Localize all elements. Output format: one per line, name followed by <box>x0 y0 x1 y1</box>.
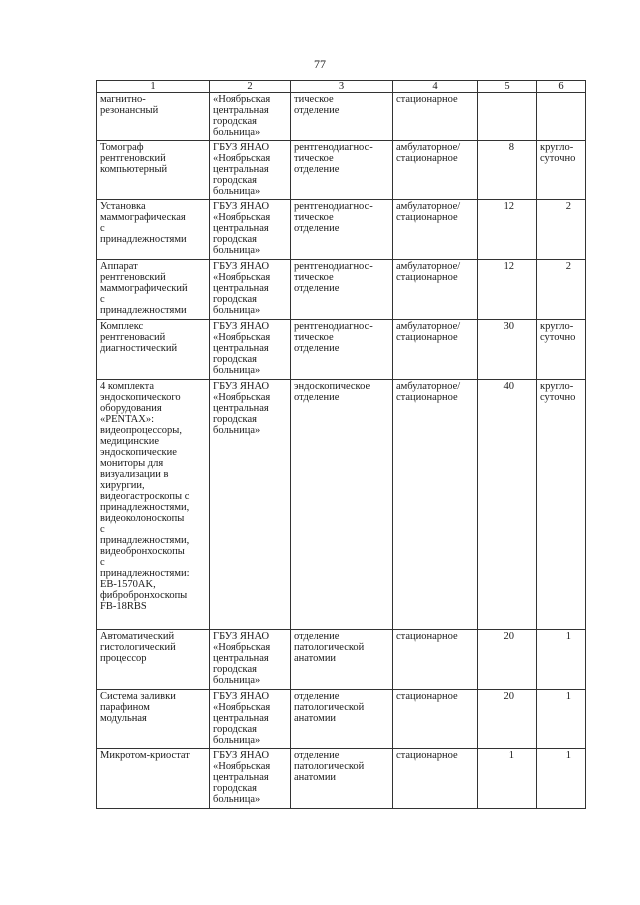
organization-cell: ГБУЗ ЯНАО «Ноябрьская центральная городская больница» <box>210 630 291 690</box>
count-cell: 40 <box>478 380 537 630</box>
mode-cell: амбулаторное/ стационарное <box>393 200 478 260</box>
equipment-name-cell: Микротом-криостат <box>97 749 210 809</box>
header-cell: 2 <box>210 81 291 93</box>
mode-cell: стационарное <box>393 749 478 809</box>
mode-cell: амбулаторное/ стационарное <box>393 320 478 380</box>
table-row <box>97 380 586 630</box>
department-cell: отделение патологической анатомии <box>291 690 393 749</box>
count-cell: 20 <box>478 690 537 749</box>
equipment-name-cell: Комплекс рентгеновасий диагностический <box>97 320 210 380</box>
table-row <box>97 93 586 141</box>
hours-cell: 1 <box>537 690 586 749</box>
equipment-name-cell: Аппарат рентгеновский маммографический с принадлежностями <box>97 260 210 320</box>
mode-cell: стационарное <box>393 630 478 690</box>
department-cell: отделение патологической анатомии <box>291 749 393 809</box>
mode-cell: стационарное <box>393 690 478 749</box>
organization-cell: «Ноябрьская центральная городская больница» <box>210 93 291 141</box>
department-cell: рентгенодиагнос- тическое отделение <box>291 141 393 200</box>
hours-cell: 2 <box>537 200 586 260</box>
equipment-name-cell: Установка маммографическая с принадлежностями <box>97 200 210 260</box>
hours-cell <box>537 93 586 141</box>
table-row <box>97 320 586 380</box>
equipment-name-cell: 4 комплекта эндоскопического оборудования «PENTAX»: видеопроцессоры, медицинские эндоскопические мониторы для визуализации в хирургии, видеогастроскопы с принадлежностями, видеоколоноскопы с принадлежностями, видеобронхоскопы с принадлежностями: EB-1570AK, фибробронхоскопы FB-18RBS <box>97 380 210 630</box>
organization-cell: ГБУЗ ЯНАО «Ноябрьская центральная городская больница» <box>210 200 291 260</box>
department-cell: отделение патологической анатомии <box>291 630 393 690</box>
count-cell: 1 <box>478 749 537 809</box>
table-row <box>97 200 586 260</box>
header-row <box>97 81 586 93</box>
organization-cell: ГБУЗ ЯНАО «Ноябрьская центральная городская больница» <box>210 380 291 630</box>
table-row <box>97 260 586 320</box>
department-cell: рентгенодиагнос- тическое отделение <box>291 260 393 320</box>
header-cell: 5 <box>478 81 537 93</box>
department-cell: тическое отделение <box>291 93 393 141</box>
hours-cell: кругло- суточно <box>537 380 586 630</box>
table-row <box>97 690 586 749</box>
mode-cell: амбулаторное/ стационарное <box>393 260 478 320</box>
header-cell: 6 <box>537 81 586 93</box>
hours-cell: 1 <box>537 749 586 809</box>
hours-cell: кругло- суточно <box>537 320 586 380</box>
count-cell: 30 <box>478 320 537 380</box>
organization-cell: ГБУЗ ЯНАО «Ноябрьская центральная городская больница» <box>210 141 291 200</box>
count-cell: 12 <box>478 200 537 260</box>
mode-cell: амбулаторное/ стационарное <box>393 380 478 630</box>
hours-cell: 1 <box>537 630 586 690</box>
department-cell: рентгенодиагнос- тическое отделение <box>291 320 393 380</box>
mode-cell: стационарное <box>393 93 478 141</box>
organization-cell: ГБУЗ ЯНАО «Ноябрьская центральная городская больница» <box>210 320 291 380</box>
department-cell: эндоскопическое отделение <box>291 380 393 630</box>
header-cell: 1 <box>97 81 210 93</box>
table-row <box>97 141 586 200</box>
equipment-name-cell: Томограф рентгеновский компьютерный <box>97 141 210 200</box>
header-cell: 3 <box>291 81 393 93</box>
organization-cell: ГБУЗ ЯНАО «Ноябрьская центральная городская больница» <box>210 749 291 809</box>
mode-cell: амбулаторное/ стационарное <box>393 141 478 200</box>
equipment-table <box>96 80 586 809</box>
organization-cell: ГБУЗ ЯНАО «Ноябрьская центральная городская больница» <box>210 260 291 320</box>
equipment-name-cell: магнитно- резонансный <box>97 93 210 141</box>
count-cell: 20 <box>478 630 537 690</box>
equipment-name-cell: Автоматический гистологический процессор <box>97 630 210 690</box>
department-cell: рентгенодиагнос- тическое отделение <box>291 200 393 260</box>
hours-cell: кругло- суточно <box>537 141 586 200</box>
organization-cell: ГБУЗ ЯНАО «Ноябрьская центральная городская больница» <box>210 690 291 749</box>
page-number: 77 <box>314 57 326 71</box>
table-row <box>97 630 586 690</box>
count-cell <box>478 93 537 141</box>
table-row <box>97 749 586 809</box>
count-cell: 12 <box>478 260 537 320</box>
count-cell: 8 <box>478 141 537 200</box>
hours-cell: 2 <box>537 260 586 320</box>
header-cell: 4 <box>393 81 478 93</box>
equipment-name-cell: Система заливки парафином модульная <box>97 690 210 749</box>
